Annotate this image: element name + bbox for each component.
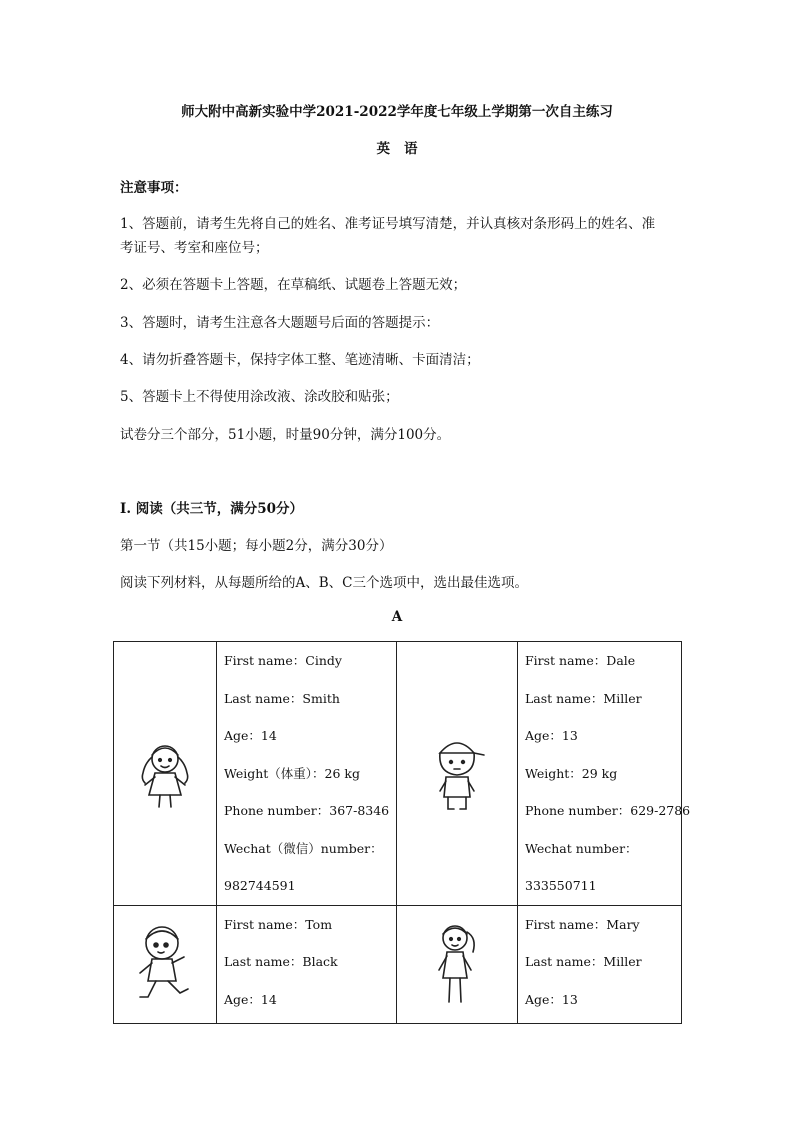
student-info-cell [518,642,691,906]
notice-line: 3、答题时，请考生注意各大题题号后面的答题提示： [120,315,440,331]
wechat-label: Wechat（微信）number： [224,840,383,856]
first-name: First name：Tom [224,916,333,932]
instruction: 阅读下列材料，从每题所给的A、B、C三个选项中，选出最佳选项。 [120,575,528,591]
student-info-table [113,641,691,1024]
last-name: Last name：Miller [525,954,642,969]
section-heading: I. 阅读（共三节，满分50分） [120,501,304,517]
first-name: First name：Cindy [224,653,342,668]
student-picture-cell [114,905,217,1023]
last-name: Last name：Miller [525,690,642,706]
student-info-cell [217,905,397,1023]
phone-number: Phone number：629-2786 [525,803,691,818]
phone-number: Phone number：367-8346 [224,803,390,818]
wechat-label: Wechat number： [525,840,638,856]
notice-line: 5、答题卡上不得使用涂改液、涂改胶和贴张； [120,389,399,405]
last-name: Last name：Black [224,954,338,969]
notice-line: 1、答题前，请考生先将自己的姓名、准考证号填写清楚，并认真核对条形码上的姓名、准 [120,216,656,232]
girl-ponytail-icon [427,916,487,1012]
notice-heading: 注意事项： [120,180,188,196]
age: Age：13 [525,728,578,743]
boy-cap-icon [422,731,492,815]
weight: Weight（体重）：26 kg [224,765,361,781]
age: Age：14 [224,728,277,743]
section-subheading: 第一节（共15小题；每小题2分，满分30分） [120,538,393,554]
boy-running-icon [128,919,202,1009]
exam-info: 试卷分三个部分，51小题，时量90分钟，满分100分。 [120,427,451,443]
student-picture-cell [114,642,217,906]
student-picture-cell [397,642,518,906]
student-picture-cell [397,905,518,1023]
notice-line: 4、请勿折叠答题卡，保持字体工整、笔迹清晰、卡面清洁； [120,352,480,368]
exam-title: 师大附中高新实验中学2021-2022学年度七年级上学期第一次自主练习 [181,104,613,120]
first-name: First name：Dale [525,653,636,668]
weight: Weight：29 kg [525,765,618,781]
girl-pigtails-icon [125,733,205,813]
notice-line: 2、必须在答题卡上答题，在草稿纸、试题卷上答题无效； [120,277,467,293]
age: Age：14 [224,991,277,1007]
last-name: Last name：Smith [224,690,340,706]
first-name: First name：Mary [525,916,640,932]
age: Age：13 [525,991,578,1007]
notice-line: 考证号、考室和座位号； [120,240,269,256]
wechat-number: 982744591 [224,878,296,893]
subject-title: 英语 [376,141,432,157]
student-info-cell [217,642,397,906]
wechat-number: 333550711 [525,878,597,893]
part-label: A [391,609,403,625]
student-info-cell [518,905,682,1023]
